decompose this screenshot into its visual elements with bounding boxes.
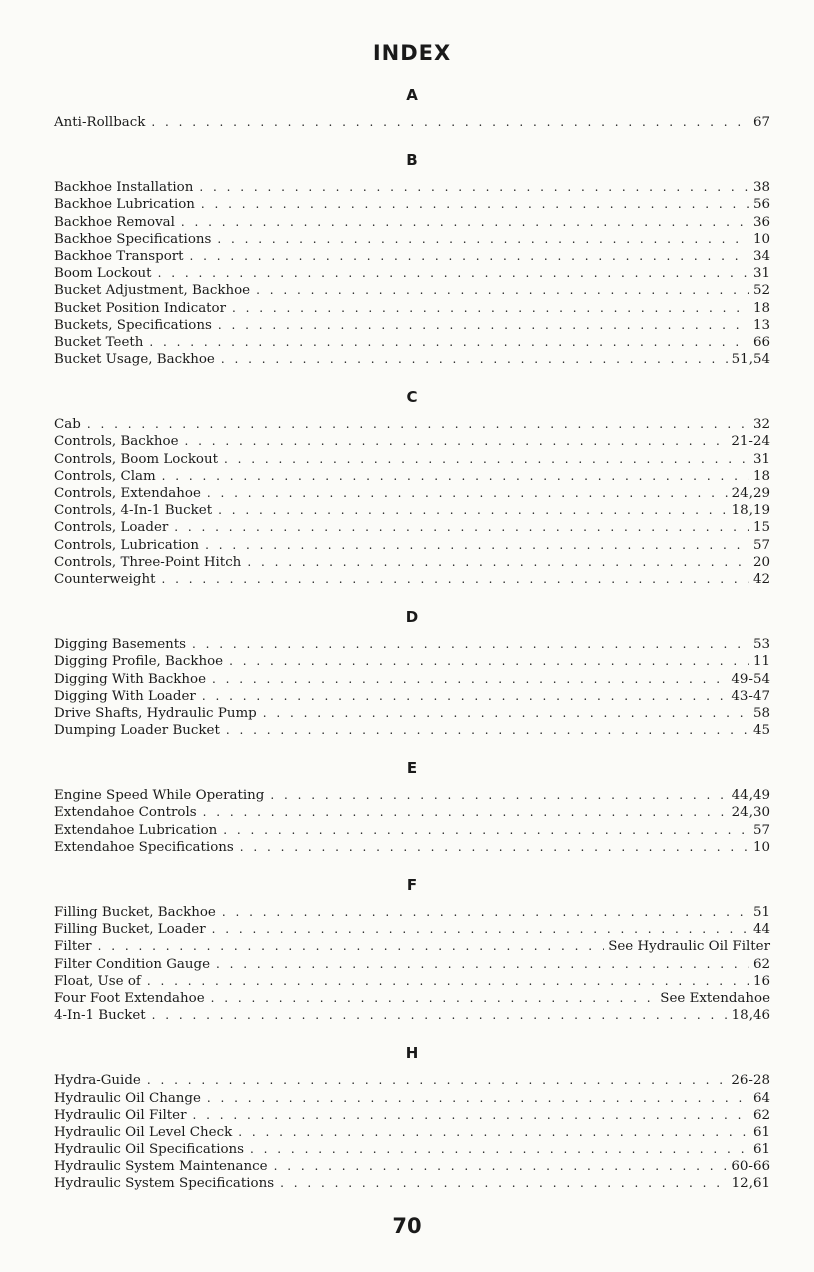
dot-leader (205, 537, 749, 554)
index-entry (54, 214, 770, 231)
dot-leader (223, 822, 749, 839)
dot-leader (147, 973, 749, 990)
dot-leader (240, 839, 749, 856)
entry-page-ref: 44,49 (731, 788, 770, 804)
index-entry (54, 653, 770, 670)
entry-page-ref: 51 (752, 905, 770, 920)
index-entry-list (54, 904, 770, 1024)
dot-leader (218, 317, 749, 334)
entry-term: Extendahoe Specifications (54, 839, 234, 855)
entry-term: Anti-Rollback (54, 115, 146, 130)
index-entry (54, 938, 770, 955)
entry-page-ref: 51,54 (731, 352, 770, 368)
section-letter: E (406, 759, 418, 778)
dot-leader (250, 1141, 749, 1158)
dot-leader (212, 671, 727, 688)
entry-term: Cab (54, 417, 81, 433)
index-entry (54, 973, 770, 990)
index-entry-list (54, 114, 770, 131)
dot-leader (224, 451, 749, 468)
index-entry (54, 196, 770, 213)
dot-leader (149, 334, 749, 351)
entry-page-ref: 36 (752, 214, 770, 230)
index-entry (54, 231, 770, 248)
index-entry-list (54, 1072, 770, 1192)
dot-leader (147, 1072, 728, 1089)
index-entry (54, 265, 770, 282)
entry-term: Backhoe Specifications (54, 231, 212, 247)
dot-leader (221, 351, 728, 368)
entry-term: Digging With Backhoe (54, 671, 207, 687)
entry-term: Controls, Lubrication (54, 537, 200, 553)
entry-page-ref: 62 (752, 956, 770, 972)
index-entry (54, 636, 770, 653)
entry-page-ref: 34 (752, 248, 770, 264)
index-entry (54, 904, 770, 921)
page-number: 70 (392, 1214, 422, 1238)
entry-term: Controls, 4-In-1 Bucket (54, 503, 213, 519)
entry-page-ref: 58 (752, 705, 770, 721)
index-entry-list (54, 636, 770, 739)
index-entry (54, 433, 770, 450)
index-entry (54, 485, 770, 502)
dot-leader (199, 179, 749, 196)
index-entry (54, 502, 770, 519)
dot-leader (151, 114, 749, 131)
dot-leader (211, 990, 657, 1007)
index-entry (54, 571, 770, 588)
index-entry (54, 179, 770, 196)
index-entry (54, 722, 770, 739)
entry-term: Hydra-Guide (54, 1073, 141, 1089)
index-entry (54, 554, 770, 571)
entry-page-ref: 21-24 (731, 434, 770, 450)
entry-page-ref: 64 (752, 1090, 770, 1106)
entry-page-ref: 31 (752, 266, 770, 282)
entry-page-ref: 61 (752, 1142, 770, 1158)
entry-term: Bucket Adjustment, Backhoe (54, 283, 251, 299)
section-letter: D (405, 608, 419, 627)
entry-term: Digging Basements (54, 637, 187, 653)
entry-term: Hydraulic Oil Level Check (54, 1124, 233, 1140)
entry-page-ref: 16 (752, 973, 770, 989)
entry-term: Drive Shafts, Hydraulic Pump (54, 705, 257, 721)
index-entry (54, 671, 770, 688)
entry-term: Counterweight (54, 571, 156, 587)
dot-leader (190, 248, 749, 265)
entry-page-ref: 67 (752, 115, 770, 130)
dot-leader (207, 485, 728, 502)
index-entry (54, 787, 770, 804)
entry-page-ref: 13 (752, 317, 770, 333)
dot-leader (174, 519, 749, 536)
entry-page-ref: 10 (752, 839, 770, 855)
entry-term: Hydraulic System Specifications (54, 1176, 275, 1192)
dot-leader (247, 554, 749, 571)
entry-page-ref: 18 (752, 300, 770, 316)
entry-page-ref: 31 (752, 451, 770, 467)
index-entry (54, 1124, 770, 1141)
entry-page-ref: 42 (752, 571, 770, 587)
dot-leader (87, 416, 749, 433)
index-entry (54, 1158, 770, 1175)
entry-term: Bucket Usage, Backhoe (54, 352, 215, 368)
dot-leader (201, 196, 749, 213)
entry-term: Filling Bucket, Backhoe (54, 905, 216, 920)
entry-page-ref: 52 (752, 283, 770, 299)
entry-page-ref: 20 (752, 554, 770, 570)
dot-leader (270, 787, 727, 804)
dot-leader (202, 688, 728, 705)
index-entry (54, 956, 770, 973)
index-entry (54, 468, 770, 485)
index-entry-list (54, 179, 770, 368)
entry-page-ref: 61 (752, 1124, 770, 1140)
entry-page-ref: 43-47 (731, 688, 770, 704)
entry-term: Controls, Boom Lockout (54, 451, 218, 467)
entry-page-ref: 53 (752, 637, 770, 653)
entry-page-ref: 49-54 (731, 671, 770, 687)
entry-term: Hydraulic Oil Change (54, 1090, 201, 1106)
dot-leader (256, 282, 749, 299)
dot-leader (229, 653, 749, 670)
entry-term: Bucket Position Indicator (54, 300, 227, 316)
index-entry (54, 317, 770, 334)
dot-leader (216, 956, 749, 973)
index-entry (54, 804, 770, 821)
index-entry (54, 451, 770, 468)
entry-term: Controls, Three-Point Hitch (54, 554, 242, 570)
page-title: INDEX (372, 41, 452, 65)
entry-page-ref: 44 (752, 922, 770, 938)
index-entry (54, 990, 770, 1007)
section-letter: H (405, 1044, 419, 1063)
entry-page-ref: 12,61 (731, 1176, 770, 1192)
dot-leader (280, 1175, 728, 1192)
index-entry (54, 839, 770, 856)
entry-page-ref: See Extendahoe (660, 990, 770, 1006)
entry-term: Filter (54, 939, 92, 955)
index-entry (54, 1072, 770, 1089)
index-entry (54, 537, 770, 554)
dot-leader (162, 571, 749, 588)
index-entry (54, 921, 770, 938)
entry-term: Hydraulic Oil Filter (54, 1107, 187, 1123)
entry-term: Hydraulic System Maintenance (54, 1159, 268, 1175)
index-entry (54, 1141, 770, 1158)
dot-leader (222, 904, 749, 921)
index-entry (54, 282, 770, 299)
section-letter: F (406, 876, 418, 894)
index-entry-list (54, 416, 770, 588)
index-entry (54, 1107, 770, 1124)
dot-leader (226, 722, 749, 739)
entry-term: 4-In-1 Bucket (54, 1008, 146, 1024)
index-entry (54, 1090, 770, 1107)
index-entry-list (54, 787, 770, 856)
dot-leader (192, 636, 749, 653)
dot-leader (212, 921, 749, 938)
entry-page-ref: 45 (752, 723, 770, 739)
index-sections (54, 84, 770, 1193)
index-entry (54, 1007, 770, 1024)
entry-term: Extendahoe Controls (54, 805, 197, 821)
dot-leader (162, 468, 749, 485)
index-entry (54, 1175, 770, 1192)
index-entry (54, 519, 770, 536)
entry-page-ref: 56 (752, 197, 770, 213)
index-entry (54, 688, 770, 705)
index-entry (54, 822, 770, 839)
entry-term: Digging With Loader (54, 688, 196, 704)
entry-term: Filling Bucket, Loader (54, 922, 206, 938)
dot-leader (217, 231, 749, 248)
entry-term: Backhoe Transport (54, 248, 184, 264)
entry-page-ref: 38 (752, 180, 770, 196)
entry-page-ref: 32 (752, 417, 770, 433)
entry-term: Controls, Loader (54, 520, 169, 536)
entry-page-ref: 57 (752, 822, 770, 838)
dot-leader (232, 300, 749, 317)
dot-leader (203, 804, 728, 821)
entry-term: Four Foot Extendahoe (54, 990, 205, 1006)
entry-term: Backhoe Removal (54, 214, 175, 230)
index-entry (54, 705, 770, 722)
dot-leader (185, 433, 728, 450)
entry-term: Bucket Teeth (54, 334, 144, 350)
entry-page-ref: 10 (752, 231, 770, 247)
entry-term: Backhoe Installation (54, 180, 194, 196)
entry-term: Digging Profile, Backhoe (54, 654, 224, 670)
section-letter: B (406, 151, 418, 170)
dot-leader (207, 1090, 749, 1107)
entry-page-ref: 57 (752, 537, 770, 553)
dot-leader (218, 502, 728, 519)
entry-page-ref: 26-28 (731, 1073, 770, 1089)
entry-term: Buckets, Specifications (54, 317, 212, 333)
dot-leader (238, 1124, 749, 1141)
entry-page-ref: 62 (752, 1107, 770, 1123)
index-entry (54, 114, 770, 131)
entry-page-ref: 18,19 (731, 503, 770, 519)
entry-term: Extendahoe Lubrication (54, 822, 218, 838)
index-page (54, 40, 770, 1211)
entry-term: Backhoe Lubrication (54, 197, 195, 213)
entry-page-ref: 24,29 (731, 486, 770, 501)
entry-page-ref: 15 (752, 520, 770, 536)
entry-page-ref: 18 (752, 468, 770, 484)
entry-page-ref: 11 (752, 654, 770, 670)
entry-term: Dumping Loader Bucket (54, 723, 220, 739)
entry-term: Boom Lockout (54, 266, 152, 282)
dot-leader (193, 1107, 749, 1124)
index-entry (54, 351, 770, 368)
dot-leader (263, 705, 749, 722)
entry-term: Filter Condition Gauge (54, 956, 211, 972)
entry-page-ref: 24,30 (731, 805, 770, 821)
entry-term: Controls, Clam (54, 468, 156, 484)
entry-page-ref: 66 (752, 334, 770, 350)
entry-page-ref: 60-66 (731, 1159, 770, 1175)
section-letter: A (406, 86, 418, 104)
index-entry (54, 416, 770, 433)
entry-term: Controls, Backhoe (54, 434, 179, 450)
index-entry (54, 300, 770, 317)
dot-leader (181, 214, 749, 231)
dot-leader (274, 1158, 728, 1175)
dot-leader (98, 938, 605, 955)
dot-leader (158, 265, 749, 282)
index-entry (54, 334, 770, 351)
entry-page-ref: See Hydraulic Oil Filter (608, 939, 770, 955)
entry-term: Controls, Extendahoe (54, 486, 201, 501)
entry-page-ref: 18,46 (731, 1008, 770, 1024)
entry-term: Float, Use of (54, 973, 141, 989)
index-entry (54, 248, 770, 265)
entry-term: Engine Speed While Operating (54, 788, 265, 804)
section-letter: C (406, 388, 418, 407)
dot-leader (152, 1007, 728, 1024)
entry-term: Hydraulic Oil Specifications (54, 1142, 245, 1158)
